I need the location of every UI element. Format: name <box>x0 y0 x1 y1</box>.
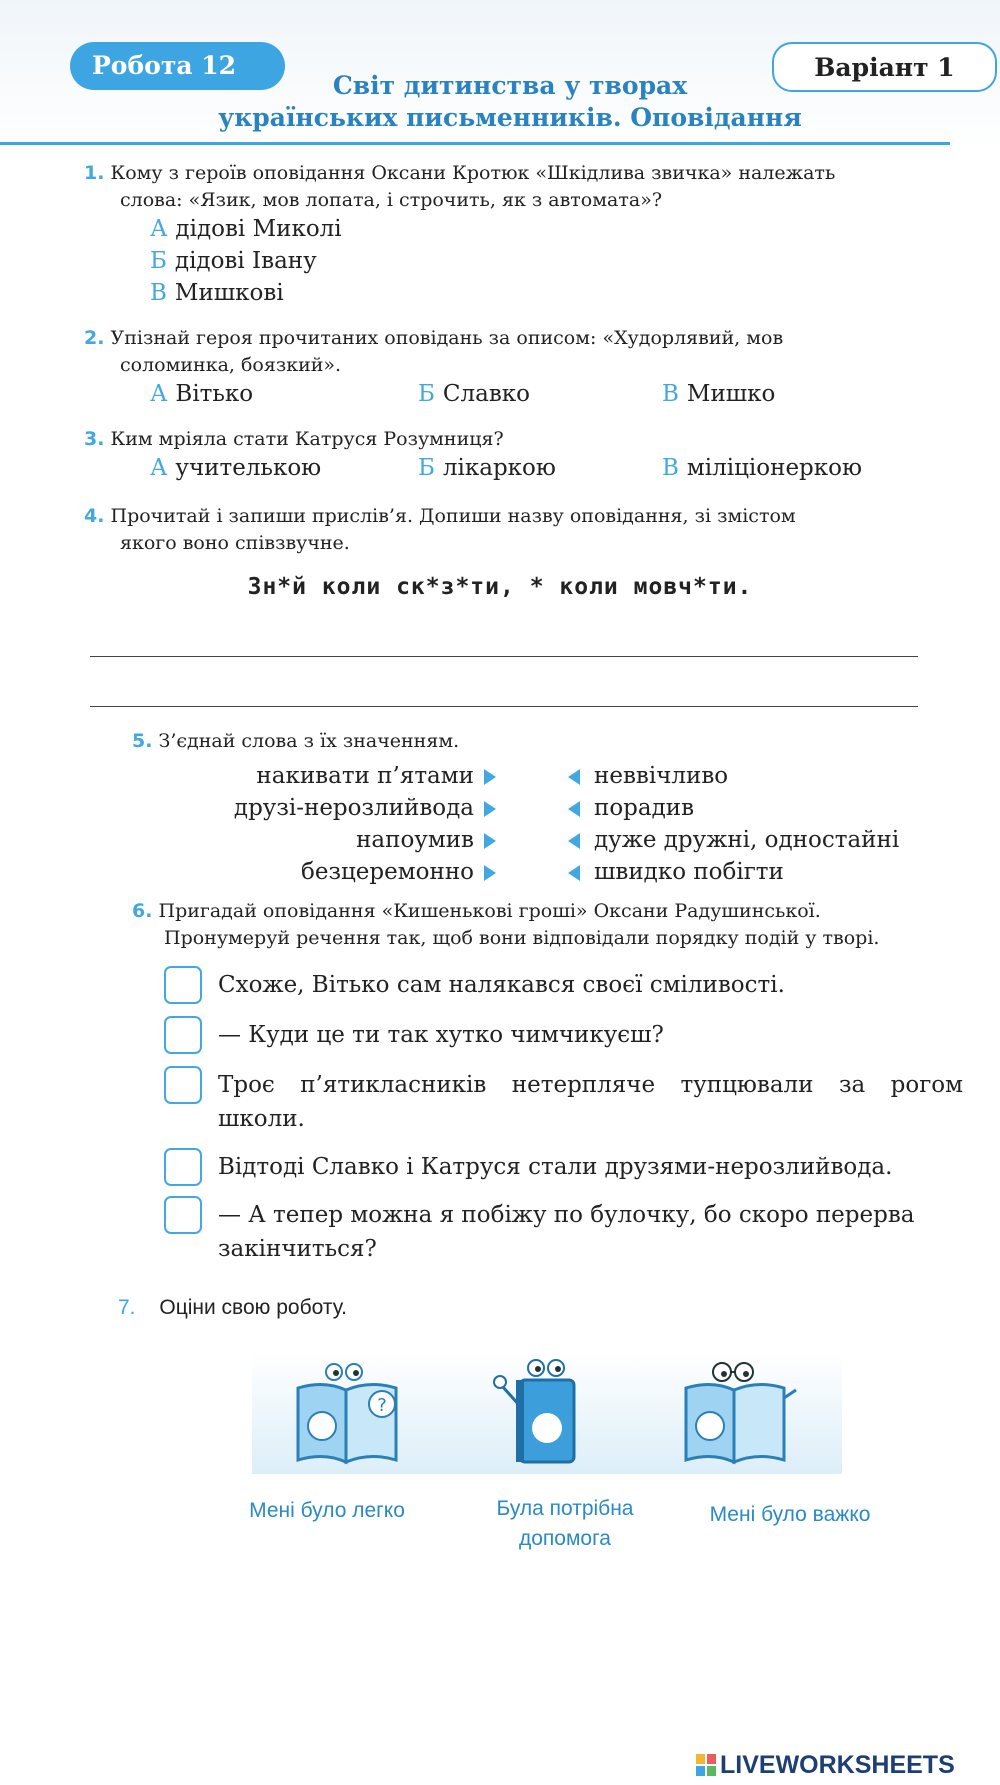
choice-needed-help-label[interactable] <box>470 1494 660 1554</box>
question-text: Ким мріяла стати Катруся Розумниця? <box>110 428 504 450</box>
arrow-left-icon <box>568 769 580 785</box>
question-4 <box>84 503 984 557</box>
arrow-left-icon <box>568 801 580 817</box>
match-left-text: напоумив <box>356 827 474 853</box>
option-text: Мишкові <box>174 280 284 306</box>
option-text: Мишко <box>686 381 776 407</box>
question-number: 4. <box>84 505 105 527</box>
match-right-column <box>568 760 988 888</box>
open-book-glasses-icon[interactable] <box>672 1358 800 1470</box>
brand-name: LIVEWORKSHEETS <box>720 1750 955 1779</box>
option-text: Славко <box>442 381 530 407</box>
order-checkbox-5[interactable] <box>164 1196 202 1234</box>
open-book-question-icon[interactable] <box>284 1358 412 1470</box>
sentence-line: — А тепер можна я побіжу по булочку, бо скоро перерва <box>218 1202 915 1228</box>
question-6 <box>132 898 992 952</box>
closed-book-waving-icon[interactable] <box>490 1356 600 1472</box>
match-right-text: швидко побігти <box>594 859 784 885</box>
liveworksheets-logo <box>696 1750 955 1780</box>
match-right-text: дуже дружні, одностайні <box>594 827 900 853</box>
question-number: 6. <box>132 900 153 922</box>
match-left-column <box>150 760 496 888</box>
answer-line-1[interactable] <box>90 656 918 657</box>
match-right-item[interactable] <box>568 856 988 888</box>
question-number: 2. <box>84 327 105 349</box>
match-right-item[interactable] <box>568 760 988 792</box>
choice-hard-label[interactable] <box>690 1500 890 1530</box>
option-letter: В <box>662 381 679 407</box>
option-c[interactable] <box>662 381 775 407</box>
option-letter: В <box>150 280 167 306</box>
page-title <box>200 70 820 134</box>
question-5 <box>132 728 932 755</box>
match-right-text: неввічливо <box>594 763 729 789</box>
question-1 <box>84 160 984 214</box>
order-checkbox-4[interactable] <box>164 1148 202 1186</box>
sentence-1: Схоже, Вітько сам налякався своєї сміливості. <box>218 972 785 998</box>
question-mark-icon: ? <box>377 1395 387 1416</box>
question-text: Пригадай оповідання «Кишенькові гроші» Оксани Радушинської. <box>158 900 821 922</box>
title-line-2: українських письменників. Оповідання <box>218 103 802 132</box>
order-checkbox-2[interactable] <box>164 1016 202 1054</box>
question-text: Прочитай і запиши прислів’я. Допиши назву оповідання, зі змістом <box>110 505 796 527</box>
question-2 <box>84 325 984 379</box>
match-left-text: безцеремонно <box>301 859 474 885</box>
match-left-item[interactable] <box>150 792 496 824</box>
question-text: слова: «Язик, мов лопата, і строчить, як з автомата»? <box>120 189 663 211</box>
sentence-3 <box>218 1068 963 1136</box>
option-text: дідові Івану <box>174 248 317 274</box>
sentence-5 <box>218 1198 963 1266</box>
option-text: лікаркою <box>442 455 556 481</box>
arrow-right-icon <box>484 769 496 785</box>
sentence-4: Відтоді Славко і Катруся стали друзями-нерозлийвода. <box>218 1154 893 1180</box>
sentence-line: школи. <box>218 1106 305 1132</box>
match-right-item[interactable] <box>568 792 988 824</box>
match-left-text: накивати п’ятами <box>256 763 474 789</box>
option-c[interactable] <box>150 280 284 306</box>
question-text: Оціни свою роботу. <box>159 1296 347 1319</box>
variant-badge: Варіант 1 <box>772 42 997 92</box>
option-b[interactable] <box>418 455 556 481</box>
match-right-text: порадив <box>594 795 695 821</box>
option-text: Вітько <box>175 381 254 407</box>
order-checkbox-1[interactable] <box>164 966 202 1004</box>
sentence-line: закінчиться? <box>218 1236 377 1262</box>
work-number-badge: Робота 12 <box>70 42 285 90</box>
question-number: 1. <box>84 162 105 184</box>
arrow-left-icon <box>568 833 580 849</box>
option-letter: Б <box>150 248 167 274</box>
arrow-left-icon <box>568 865 580 881</box>
question-text: З’єднай слова з їх значенням. <box>158 730 460 752</box>
header-divider <box>0 142 950 145</box>
option-letter: В <box>662 455 679 481</box>
question-text: Пронумеруй речення так, щоб вони відповідали порядку подій у творі. <box>164 927 880 949</box>
option-letter: А <box>150 216 168 242</box>
proverb: Зн*й коли ск*з*ти, * коли мовч*ти. <box>247 574 753 600</box>
answer-line-2[interactable] <box>90 706 918 707</box>
option-b[interactable] <box>150 248 317 274</box>
arrow-right-icon <box>484 833 496 849</box>
order-checkbox-3[interactable] <box>164 1066 202 1104</box>
sentence-line: Троє п’ятикласників нетерпляче тупцювали за рогом <box>218 1072 963 1098</box>
option-text: учителькою <box>175 455 322 481</box>
option-letter: Б <box>418 455 435 481</box>
question-text: соломинка, боязкий». <box>120 354 342 376</box>
match-left-text: друзі-нерозлийвода <box>233 795 474 821</box>
self-assessment-strip <box>252 1352 842 1474</box>
option-text: міліціонеркою <box>686 455 863 481</box>
choice-easy-label[interactable] <box>232 1496 422 1526</box>
arrow-right-icon <box>484 801 496 817</box>
option-c[interactable] <box>662 455 862 481</box>
question-number: 5. <box>132 730 153 752</box>
match-left-item[interactable] <box>150 824 496 856</box>
question-text: Упізнай героя прочитаних оповідань за описом: «Худорлявий, мов <box>110 327 784 349</box>
arrow-right-icon <box>484 865 496 881</box>
question-3 <box>84 426 984 453</box>
choice-line: допомога <box>519 1527 611 1550</box>
match-left-item[interactable] <box>150 760 496 792</box>
choice-line: Мені було важко <box>709 1503 871 1526</box>
option-a[interactable] <box>150 216 342 242</box>
question-text: Кому з героїв оповідання Оксани Кротюк «Шкідлива звичка» належать <box>110 162 836 184</box>
option-text: дідові Миколі <box>175 216 342 242</box>
option-a[interactable] <box>150 455 321 481</box>
match-right-item[interactable] <box>568 824 988 856</box>
question-text: якого воно співзвучне. <box>120 532 350 554</box>
choice-line: Була потрібна <box>496 1497 634 1520</box>
option-letter: А <box>150 381 168 407</box>
option-b[interactable] <box>418 381 530 407</box>
question-number: 3. <box>84 428 105 450</box>
question-7 <box>118 1296 347 1320</box>
match-left-item[interactable] <box>150 856 496 888</box>
option-a[interactable] <box>150 381 253 407</box>
choice-line: Мені було легко <box>249 1499 405 1522</box>
liveworksheets-logo-icon <box>696 1754 716 1776</box>
option-letter: Б <box>418 381 435 407</box>
title-line-1: Світ дитинства у творах <box>332 71 688 100</box>
question-number: 7. <box>118 1296 136 1319</box>
option-letter: А <box>150 455 168 481</box>
sentence-2: — Куди це ти так хутко чимчикуєш? <box>218 1022 664 1048</box>
